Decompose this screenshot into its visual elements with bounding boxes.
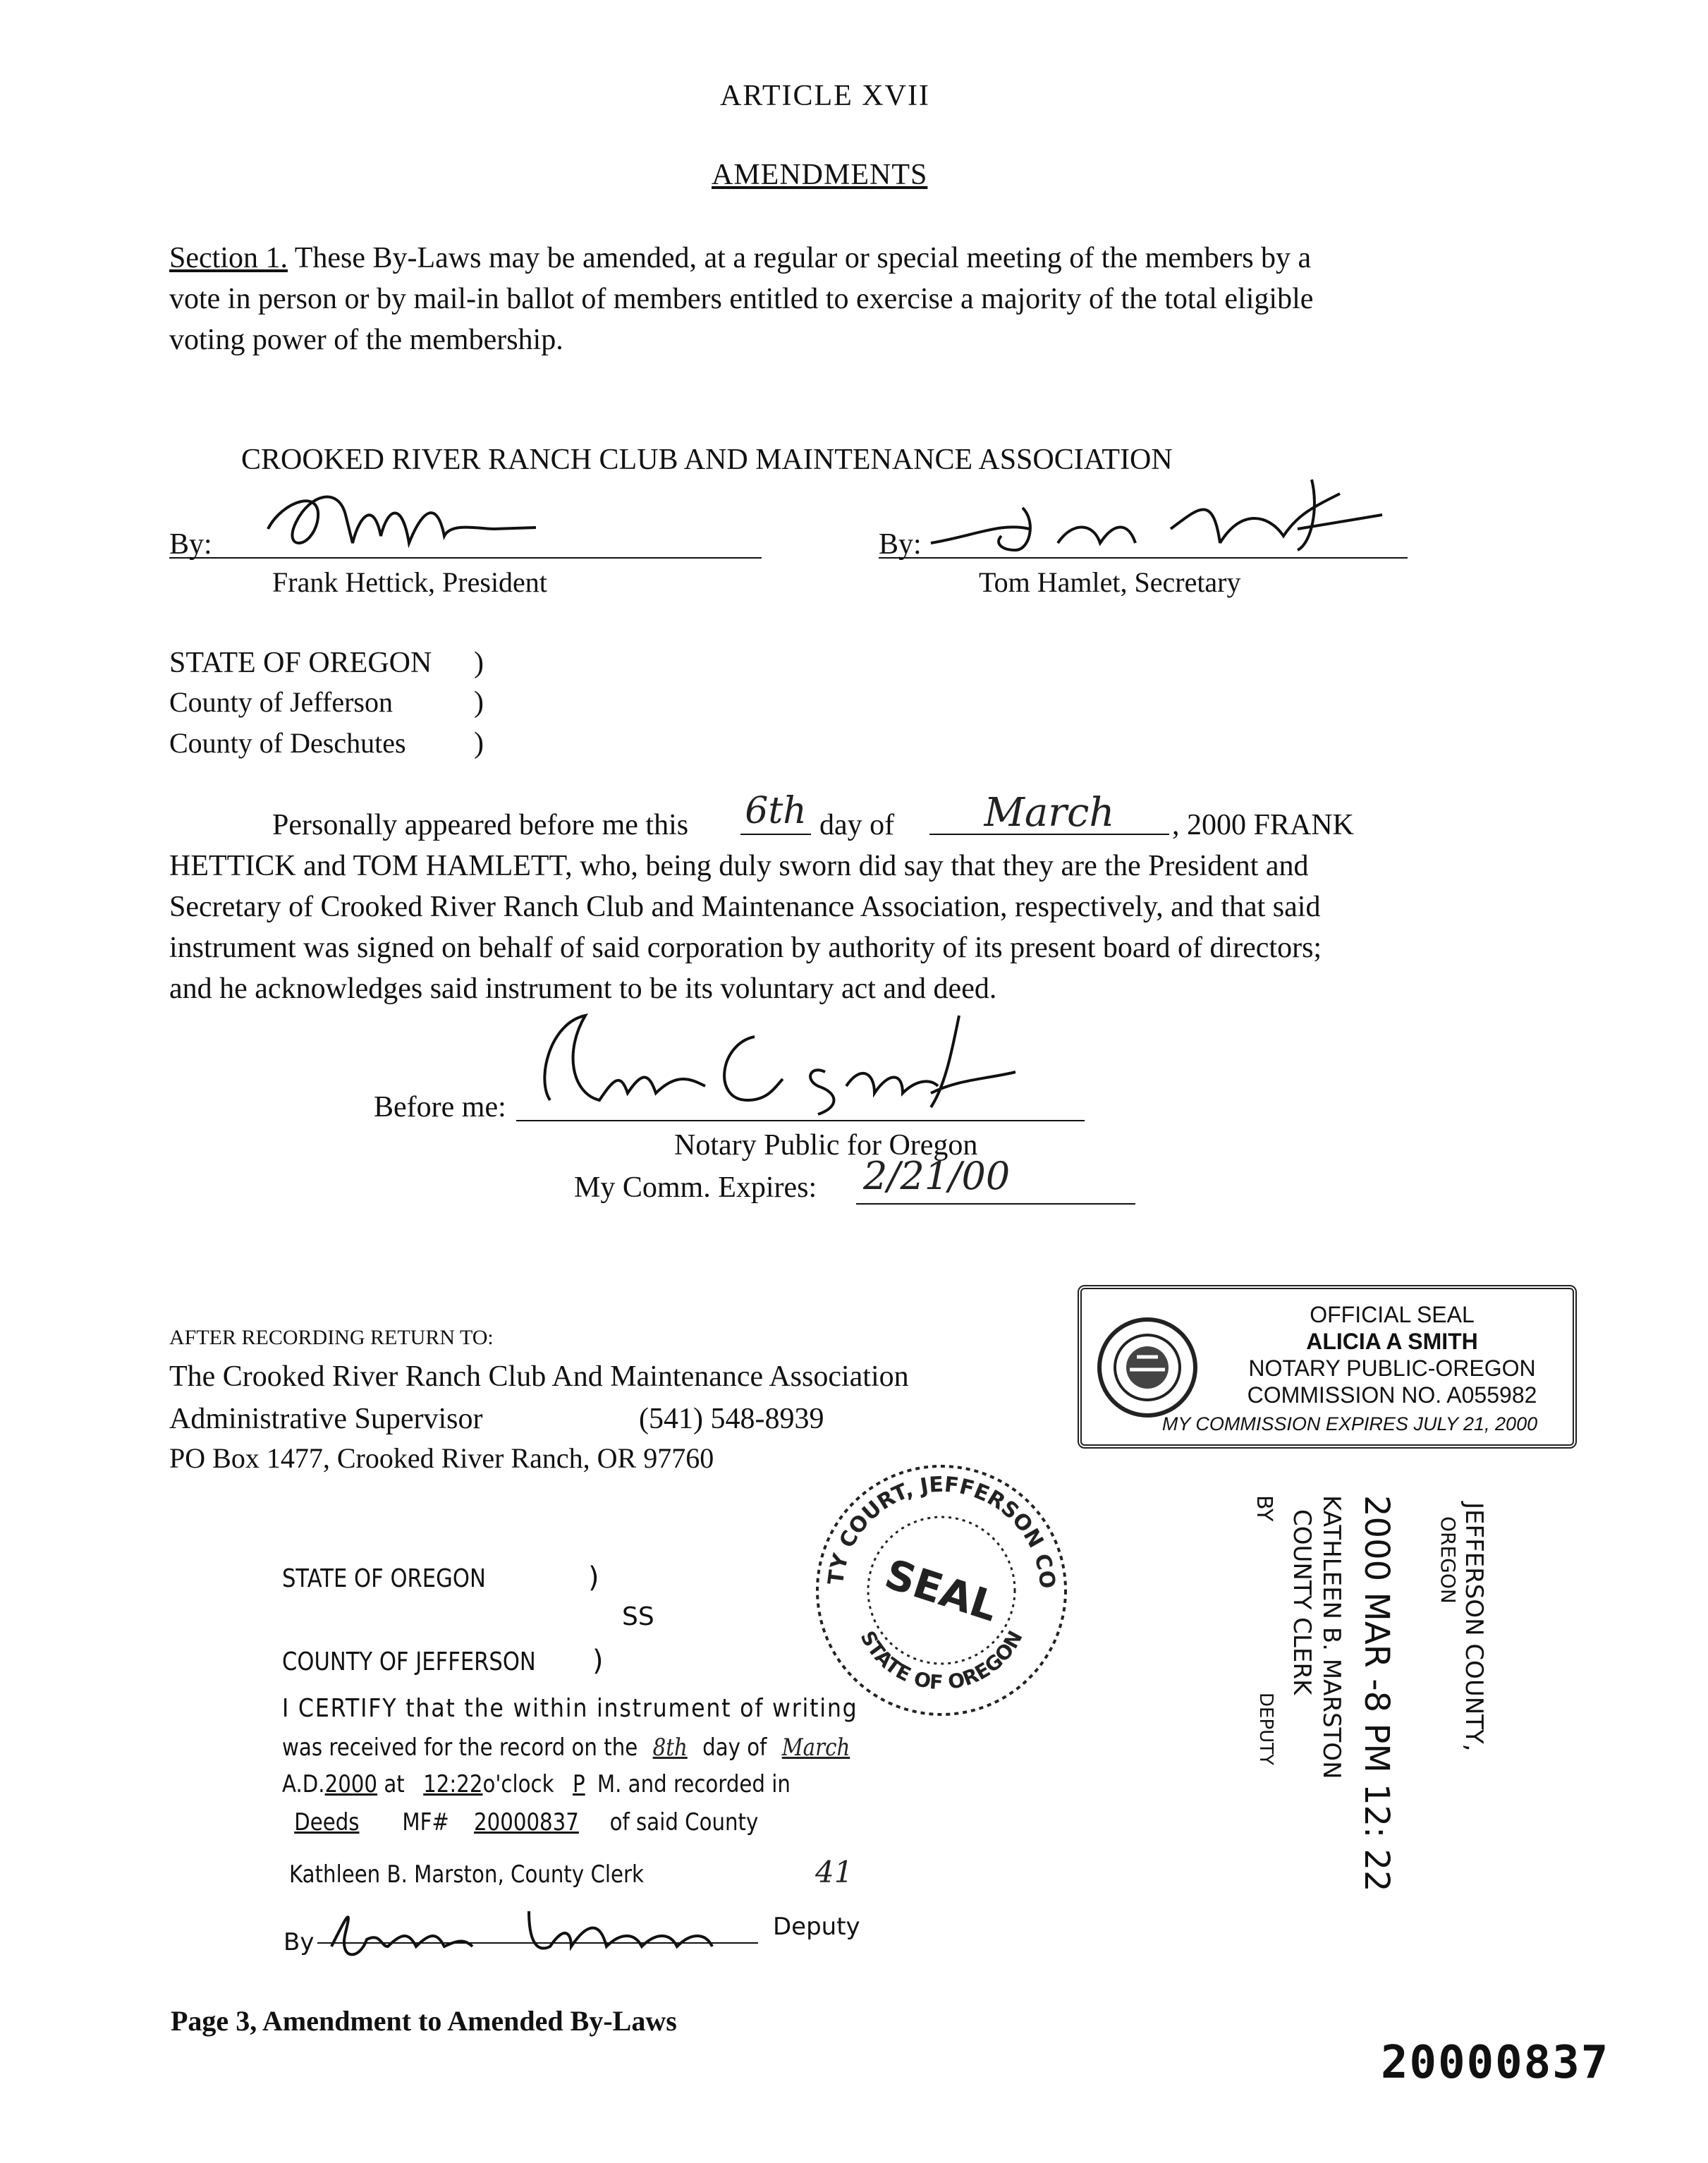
page-footer-label: Page 3, Amendment to Amended By-Laws <box>171 2005 677 2037</box>
acknowledgment-line-1: HETTICK and TOM HAMLETT, who, being duly sworn did say that they are the President and <box>169 850 1309 882</box>
notary-comm-value: 2/21/00 <box>856 1154 1135 1205</box>
mf-label: MF# <box>402 1808 449 1836</box>
received-day: 8th <box>652 1734 688 1762</box>
mf-number: 20000837 <box>474 1808 579 1836</box>
return-to-title: Administrative Supervisor <box>169 1403 483 1435</box>
president-signature <box>240 480 578 564</box>
section-1-line-2: vote in person or by mail-in ballot of members entitled to exercise a majority of the total eligible <box>169 283 1314 315</box>
notary-title: Notary Public for Oregon <box>674 1129 978 1162</box>
svg-text:STATE OF OREGON <box>855 1627 1027 1695</box>
received-prefix: was received for the record on the <box>282 1734 638 1762</box>
recording-clerk: Kathleen B. Marston, County Clerk <box>289 1860 644 1889</box>
notary-seal-line-4: COMMISSION NO. A055982 <box>1247 1382 1537 1408</box>
recording-ampm: P <box>573 1770 585 1798</box>
notary-seal-line-2: ALICIA A SMITH <box>1306 1329 1478 1354</box>
return-to-org: The Crooked River Ranch Club And Maintenance Association <box>169 1360 909 1393</box>
notary-seal-line-3: NOTARY PUBLIC-OREGON <box>1248 1355 1536 1381</box>
section-1-line-3: voting power of the membership. <box>169 324 563 356</box>
deputy-signature <box>317 1890 755 1975</box>
recording-book-line <box>282 1808 758 1836</box>
ad-prefix: A.D. <box>282 1770 325 1798</box>
stamp-county: JEFFERSON COUNTY, <box>1460 1502 1488 1752</box>
acknowledgment-month: March <box>929 790 1169 835</box>
stamp-by: BY <box>1252 1495 1276 1522</box>
seal-center-text: SEAL <box>879 1549 1004 1631</box>
recording-time: 12:22 <box>423 1770 483 1798</box>
venue-state: STATE OF OREGON <box>169 647 432 679</box>
acknowledgment-line-4: and he acknowledges said instrument to be its voluntary act and deed. <box>169 973 997 1005</box>
notary-seal-line-5: MY COMMISSION EXPIRES JULY 21, 2000 <box>1161 1413 1538 1434</box>
organization-name: CROOKED RIVER RANCH CLUB AND MAINTENANCE ASSOCIATION <box>241 444 1173 476</box>
right-signer-name: Tom Hamlet, Secretary <box>979 566 1241 598</box>
county-court-seal <box>802 1441 1072 1721</box>
recording-certify-line: I CERTIFY that the within instrument of writing <box>282 1694 858 1723</box>
received-day-of: day of <box>702 1734 767 1762</box>
recorded-in: M. and recorded in <box>597 1770 791 1798</box>
recording-ss: SS <box>622 1602 654 1631</box>
venue-county-1: County of Jefferson <box>169 686 393 718</box>
received-month: March <box>781 1734 850 1762</box>
secretary-signature <box>917 465 1410 571</box>
ad-year: 2000 <box>324 1770 378 1798</box>
return-to-address: PO Box 1477, Crooked River Ranch, OR 97760 <box>169 1442 714 1474</box>
recording-time-line <box>282 1770 791 1798</box>
rotated-recording-stamp <box>1220 1495 1558 1892</box>
article-title: ARTICLE XVII <box>720 80 930 112</box>
stamp-date-time: 2000 MAR -8 PM 12: 22 <box>1357 1495 1396 1892</box>
acknowledgment-day: 6th <box>740 790 811 835</box>
of-said-county: of said County <box>609 1808 759 1836</box>
article-heading: AMENDMENTS <box>712 159 928 191</box>
notary-seal-emblem <box>1094 1315 1200 1420</box>
venue-county-2: County of Deschutes <box>169 727 406 759</box>
venue-paren-2: ) <box>474 686 484 719</box>
recording-margin-mark: 41 <box>815 1855 853 1889</box>
recording-received-line <box>282 1734 858 1762</box>
notary-comm-label: My Comm. Expires: <box>574 1171 817 1204</box>
notary-signature <box>508 994 1044 1121</box>
notary-official-seal <box>1078 1285 1577 1449</box>
acknowledgment-day-of: day of <box>819 809 895 841</box>
return-to-phone: (541) 548-8939 <box>639 1403 824 1435</box>
acknowledgment-year-names: , 2000 FRANK <box>1172 809 1354 841</box>
acknowledgment-line-3: instrument was signed on behalf of said corporation by authority of its present board of directors; <box>169 932 1322 964</box>
document-number: 20000837 <box>1381 2037 1610 2089</box>
right-by-label: By: <box>879 528 922 561</box>
oclock-label: o'clock <box>482 1770 554 1798</box>
recording-paren-2: ) <box>592 1645 604 1677</box>
before-me-label: Before me: <box>374 1091 506 1123</box>
acknowledgment-intro: Personally appeared before me this <box>272 809 689 841</box>
recording-state: STATE OF OREGON <box>282 1564 486 1593</box>
at-label: at <box>384 1770 405 1798</box>
section-text: These By-Laws may be amended, at a regular or special meeting of the members by a <box>294 242 1312 274</box>
left-by-label: By: <box>169 528 212 561</box>
recording-deputy-label: Deputy <box>773 1913 860 1941</box>
return-to-label: AFTER RECORDING RETURN TO: <box>169 1326 494 1349</box>
venue-paren-3: ) <box>474 727 484 760</box>
acknowledgment-line-2: Secretary of Crooked River Ranch Club and Maintenance Association, respectively, and that said <box>169 891 1321 923</box>
section-1-line-1 <box>169 241 1311 275</box>
left-signer-name: Frank Hettick, President <box>272 566 547 598</box>
recording-by-label: By <box>283 1928 315 1956</box>
stamp-deputy: DEPUTY <box>1255 1693 1276 1765</box>
stamp-oregon: OREGON <box>1436 1516 1460 1604</box>
section-label: Section 1. <box>169 242 288 274</box>
recording-county: COUNTY OF JEFFERSON <box>282 1647 536 1676</box>
seal-ring-text: COUNTY COURT, JEFFERSON COUNTY <box>802 1441 1060 1590</box>
stamp-clerk-title: COUNTY CLERK <box>1288 1509 1316 1695</box>
recording-paren-1: ) <box>588 1561 599 1594</box>
notary-seal-line-1: OFFICIAL SEAL <box>1310 1302 1475 1327</box>
recording-book: Deeds <box>294 1808 360 1836</box>
stamp-clerk-name: KATHLEEN B. MARSTON <box>1317 1495 1346 1779</box>
seal-bottom-text: STATE OF OREGON <box>855 1626 1027 1695</box>
venue-paren-1: ) <box>474 647 484 679</box>
